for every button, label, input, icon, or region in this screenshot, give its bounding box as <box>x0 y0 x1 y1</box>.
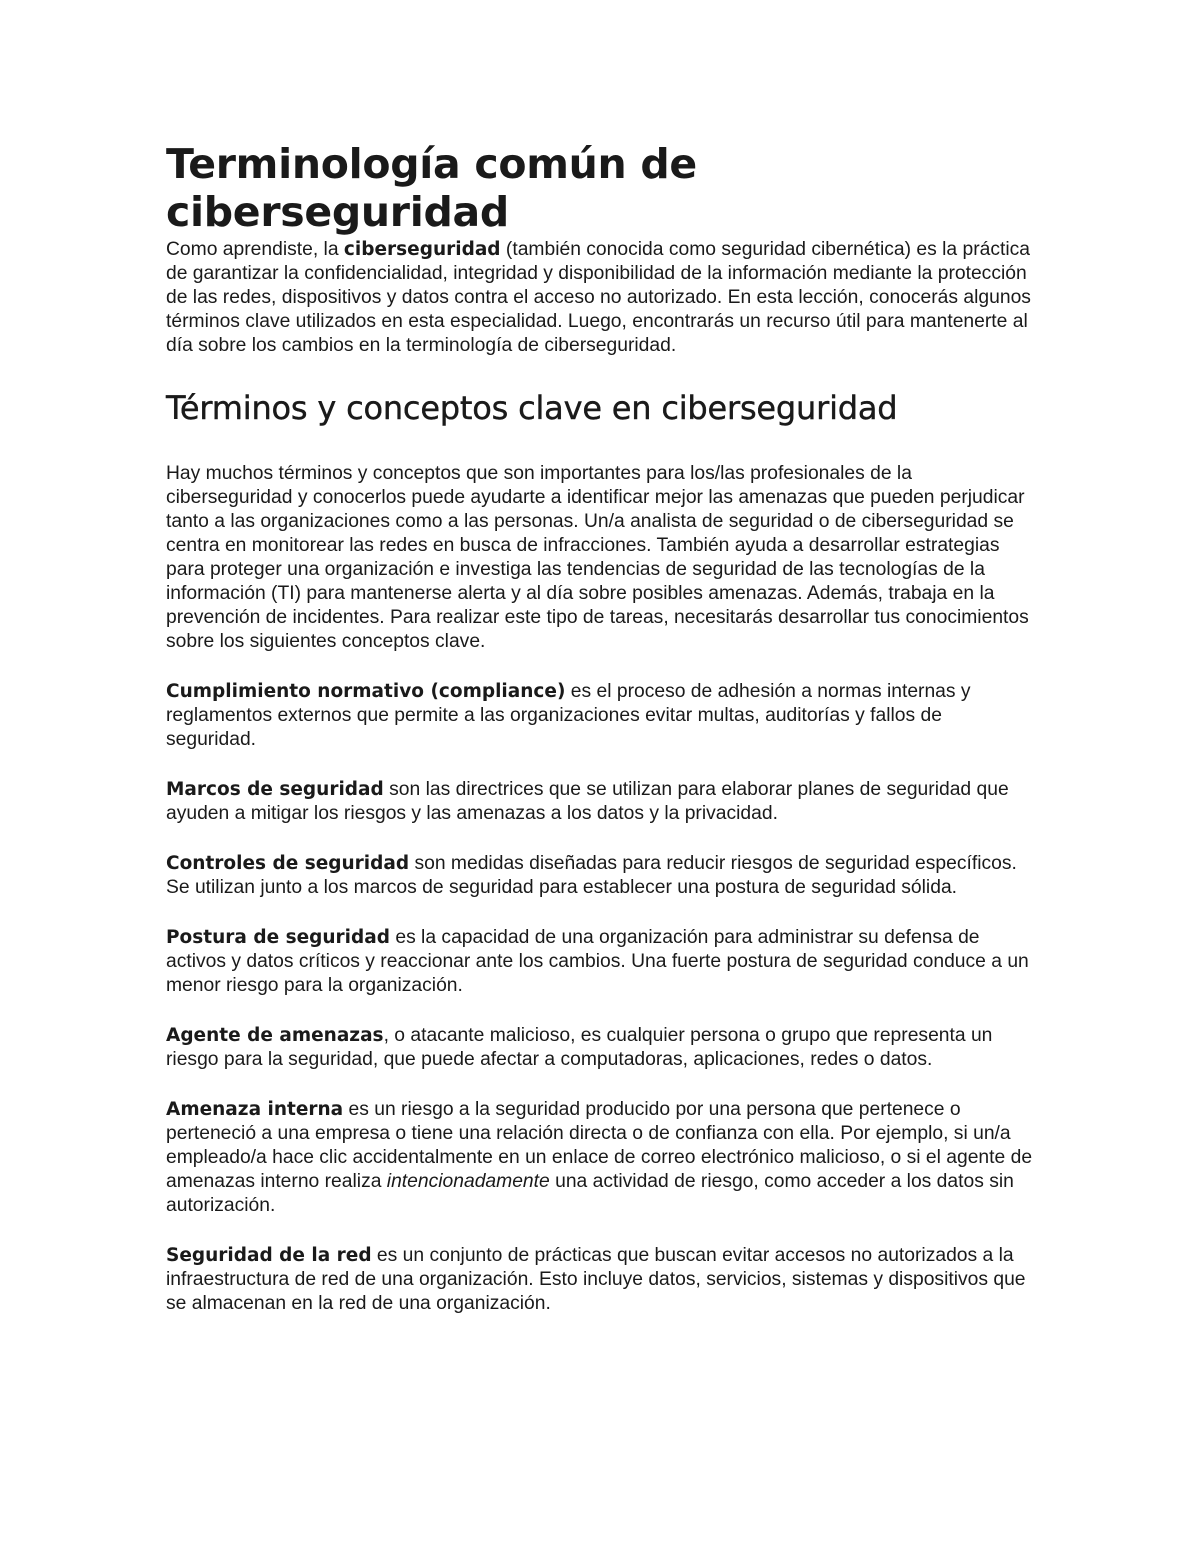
section-heading: Términos y conceptos clave en ciberseguridad <box>166 389 898 427</box>
definition-security-posture <box>166 926 1036 998</box>
definition-term: Amenaza interna <box>166 1099 344 1120</box>
definition-text: es un conjunto de prácticas que buscan evitar accesos no autorizados a la infraestructura de red de una organización. Esto incluye datos, servicios, sistemas y dispositivos que se almacenan en la red de una organización. <box>166 1245 1026 1314</box>
definition-term: Marcos de seguridad <box>166 779 384 800</box>
definition-term: Postura de seguridad <box>166 927 390 948</box>
section-intro-paragraph: Hay muchos términos y conceptos que son importantes para los/las profesionales de la ciberseguridad y conocerlos puede ayudarte a identificar mejor las amenazas que pueden perjudicar tanto a las organizaciones como a las personas. Un/a analista de seguridad o de ciberseguridad se centra en monitorear las redes en busca de infracciones. También ayuda a desarrollar estrategias para proteger una organización e investiga las tendencias de seguridad de las tecnologías de la información (TI) para mantenerse alerta y al día sobre posibles amenazas. Además, trabaja en la prevención de incidentes. Para realizar este tipo de tareas, necesitarás desarrollar tus conocimientos sobre los siguientes conceptos clave. <box>166 463 1029 652</box>
definition-text: es la capacidad de una organización para administrar su defensa de activos y datos críticos y reaccionar ante los cambios. Una fuerte postura de seguridad conduce a un menor riesgo para la organización. <box>166 927 1029 996</box>
definition-security-controls <box>166 852 1036 900</box>
definition-threat-actor <box>166 1024 1036 1072</box>
definition-text: es el proceso de adhesión a normas internas y reglamentos externos que permite a las organizaciones evitar multas, auditorías y fallos de seguridad. <box>166 681 971 750</box>
page-title <box>166 140 1036 236</box>
definition-insider-threat <box>166 1098 1036 1218</box>
intro-term: ciberseguridad <box>343 239 501 260</box>
title-line-1: Terminología común de <box>166 140 697 188</box>
intro-paragraph <box>166 238 1036 358</box>
title-line-2: ciberseguridad <box>166 188 509 236</box>
definition-security-frameworks <box>166 778 1036 826</box>
definition-network-security <box>166 1244 1036 1316</box>
definition-term: Seguridad de la red <box>166 1245 372 1266</box>
definition-text: es un riesgo a la seguridad producido por una persona que pertenece o perteneció a una empresa o tiene una relación directa o de confianza con ella. Por ejemplo, si un/a empleado/a hace clic accidentalmente en un enlace de correo electrónico malicioso, o si el agente de amenazas interno realiza <box>166 1099 1033 1192</box>
document-page <box>166 140 1036 1316</box>
definition-text-after: una actividad de riesgo, como acceder a los datos sin autorización. <box>166 1171 1014 1216</box>
definition-compliance <box>166 680 1036 752</box>
definition-emphasis: intencionadamente <box>386 1171 550 1192</box>
definition-text: , o atacante malicioso, es cualquier persona o grupo que representa un riesgo para la seguridad, que puede afectar a computadoras, aplicaciones, redes o datos. <box>166 1025 993 1070</box>
definition-text: son medidas diseñadas para reducir riesgos de seguridad específicos. Se utilizan junto a los marcos de seguridad para establecer una postura de seguridad sólida. <box>166 853 1017 898</box>
definition-term: Controles de seguridad <box>166 853 410 874</box>
definition-term: Cumplimiento normativo (compliance) <box>166 681 566 702</box>
definition-text: son las directrices que se utilizan para elaborar planes de seguridad que ayuden a mitigar los riesgos y las amenazas a los datos y la privacidad. <box>166 779 1009 824</box>
intro-text-before: Como aprendiste, la <box>166 239 344 260</box>
intro-text-after: (también conocida como seguridad cibernética) es la práctica de garantizar la confidencialidad, integridad y disponibilidad de la información mediante la protección de las redes, dispositivos y datos contra el acceso no autorizado. En esta lección, conocerás algunos términos clave utilizados en esta especialidad. Luego, encontrarás un recurso útil para mantenerte al día sobre los cambios en la terminología de ciberseguridad. <box>166 239 1031 356</box>
definition-term: Agente de amenazas <box>166 1025 384 1046</box>
